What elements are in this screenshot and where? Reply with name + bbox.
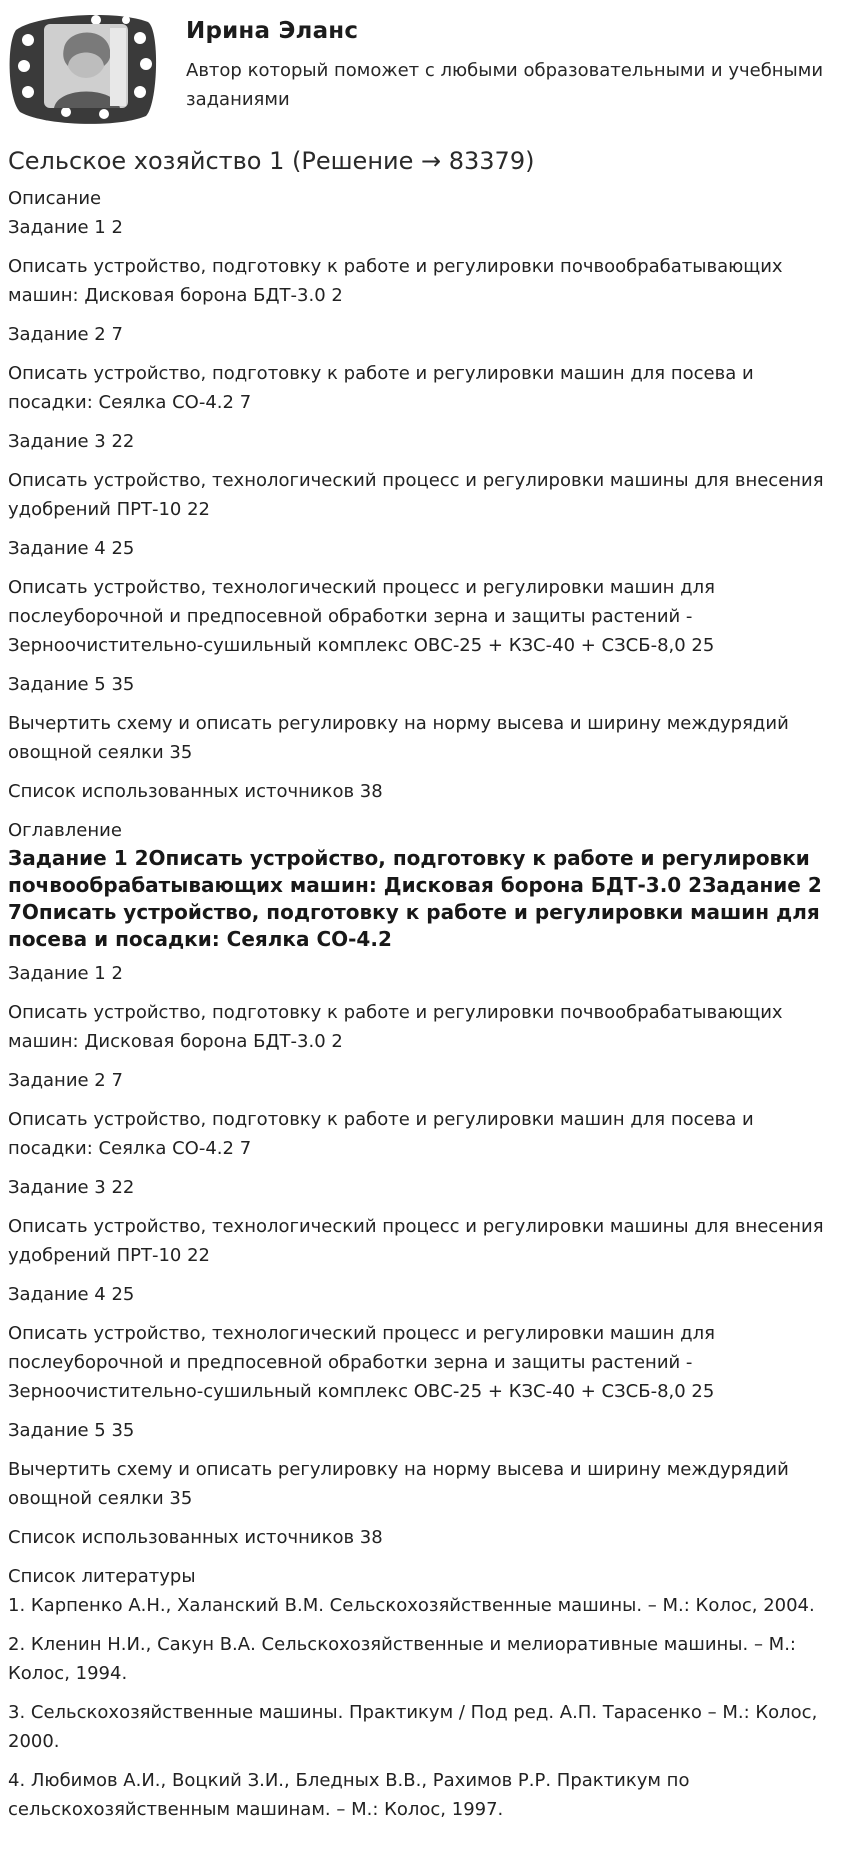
toc-item: Описать устройство, подготовку к работе и регулировки почвообрабатывающих машин: Дисковая борона БДТ-3.0 2 xyxy=(8,1002,783,1052)
description-item: Задание 1 2 xyxy=(8,217,123,238)
description-item: Список использованных источников 38 xyxy=(8,781,383,802)
toc-item: Описать устройство, подготовку к работе и регулировки машин для посева и посадки: Сеялка СО-4.2 7 xyxy=(8,1109,754,1159)
toc-item: Список использованных источников 38 xyxy=(8,1527,383,1548)
description-item: Описать устройство, подготовку к работе и регулировки почвообрабатывающих машин: Дисковая борона БДТ-3.0 2 xyxy=(8,256,783,306)
toc-item: Задание 3 22 xyxy=(8,1177,135,1198)
toc-bold-text: Задание 1 2Описать устройство, подготовку к работе и регулировки почвообрабатывающих машин: Дисковая борона БДТ-3.0 2Задание 2 7Описать устройство, подготовку к работе и регулировки машин для посева и посадки: Сеялка СО-4.2 xyxy=(8,846,822,951)
toc-label: Оглавление xyxy=(8,820,122,841)
toc-item: Вычертить схему и описать регулировку на норму высева и ширину междурядий овощной сеялки 35 xyxy=(8,1459,789,1509)
description-item: Задание 5 35 xyxy=(8,674,135,695)
description-item: Описать устройство, подготовку к работе и регулировки машин для посева и посадки: Сеялка СО-4.2 7 xyxy=(8,363,754,413)
literature-item: 3. Сельскохозяйственные машины. Практикум / Под ред. А.П. Тарасенко – М.: Колос, 2000. xyxy=(8,1702,818,1752)
author-avatar[interactable] xyxy=(8,8,160,126)
literature-item: 2. Кленин Н.И., Сакун В.А. Сельскохозяйственные и мелиоративные машины. – М.: Колос, 1994. xyxy=(8,1634,797,1684)
toc-item: Задание 5 35 xyxy=(8,1420,135,1441)
toc-item: Описать устройство, технологический процесс и регулировки машин для послеуборочной и предпосевной обработки зерна и защиты растений - Зерноочистительно-сушильный комплекс ОВС-25 + КЗС-40 + СЗСБ-8,0 25 xyxy=(8,1323,715,1402)
document-content xyxy=(8,146,838,1824)
author-header xyxy=(8,8,838,128)
literature-item: 4. Любимов А.И., Воцкий З.И., Бледных В.В., Рахимов Р.Р. Практикум по сельскохозяйственным машинам. – М.: Колос, 1997. xyxy=(8,1770,690,1820)
toc-item: Задание 1 2 xyxy=(8,963,123,984)
description-item: Описать устройство, технологический процесс и регулировки машин для послеуборочной и предпосевной обработки зерна и защиты растений - Зерноочистительно-сушильный комплекс ОВС-25 + КЗС-40 + СЗСБ-8,0 25 xyxy=(8,577,715,656)
document-title: Сельское хозяйство 1 (Решение → 83379) xyxy=(8,147,535,175)
author-name[interactable]: Ирина Эланс xyxy=(186,18,359,44)
author-description: Автор который поможет с любыми образовательными и учебными заданиями xyxy=(186,60,824,110)
description-item: Вычертить схему и описать регулировку на норму высева и ширину междурядий овощной сеялки 35 xyxy=(8,713,789,763)
description-item: Задание 2 7 xyxy=(8,324,123,345)
literature-label: Список литературы xyxy=(8,1566,196,1587)
literature-item: 1. Карпенко А.Н., Халанский В.М. Сельскохозяйственные машины. – М.: Колос, 2004. xyxy=(8,1595,815,1616)
toc-item: Задание 2 7 xyxy=(8,1070,123,1091)
toc-item: Задание 4 25 xyxy=(8,1284,135,1305)
description-item: Описать устройство, технологический процесс и регулировки машины для внесения удобрений ПРТ-10 22 xyxy=(8,470,824,520)
description-item: Задание 4 25 xyxy=(8,538,135,559)
description-item: Задание 3 22 xyxy=(8,431,135,452)
description-label: Описание xyxy=(8,188,102,209)
toc-item: Описать устройство, технологический процесс и регулировки машины для внесения удобрений ПРТ-10 22 xyxy=(8,1216,824,1266)
